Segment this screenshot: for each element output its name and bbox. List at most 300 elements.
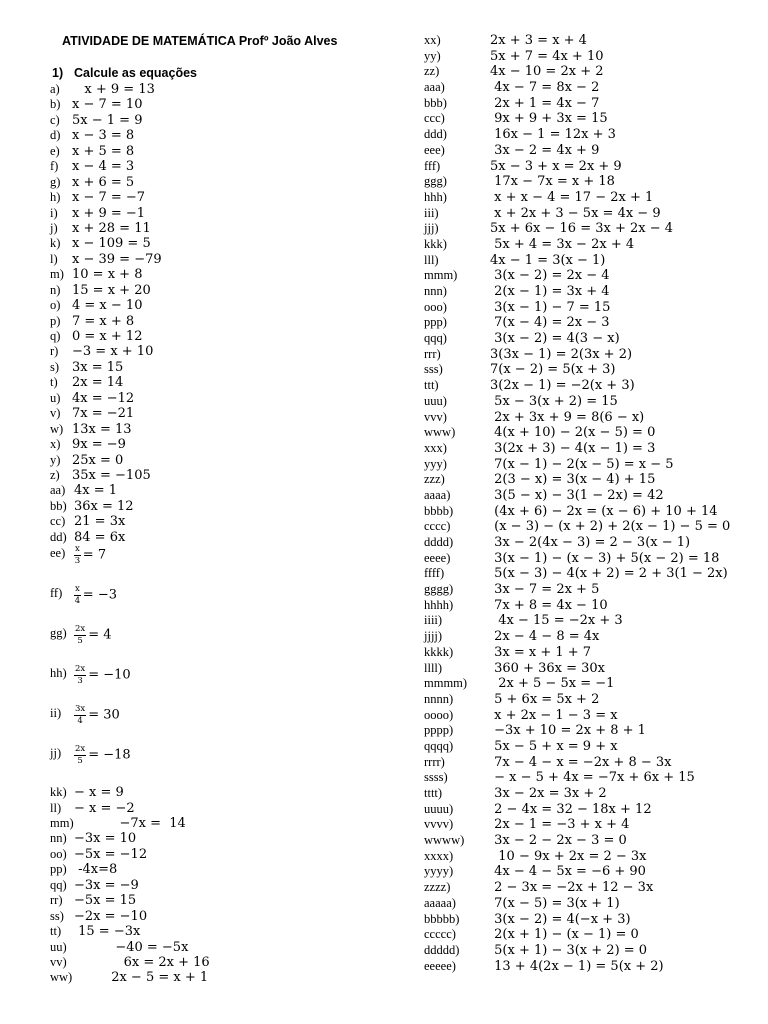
equation-text: x − 39 = −79 [72, 251, 162, 267]
equation-text: −3 = x + 10 [72, 344, 154, 360]
equation-label: mm) [50, 816, 74, 830]
equation-item [50, 190, 380, 205]
equation-text: 3x − 2(4x − 3) = 2 − 3(x − 1) [490, 535, 691, 550]
equation-item [424, 33, 744, 49]
equation-text: 2(3 − x) = 3(x − 4) + 15 [490, 472, 656, 488]
equation-text: 5x + 7 = 4x + 10 [490, 48, 604, 64]
equation-item [50, 801, 380, 816]
equation-item [50, 360, 380, 375]
equation-text: 5x − 5 + x = 9 + x [490, 738, 618, 754]
equation-text: 3(x − 2) = 4(−x + 3) [490, 911, 631, 927]
equation-item [424, 64, 744, 80]
equation-label: qq) [50, 877, 67, 892]
equation-text: 7x − 4 − x = −2x + 8 − 3x [490, 754, 672, 770]
equation-item [424, 159, 744, 175]
equation-label: u) [50, 390, 61, 405]
equation-text: x + 2x + 3 − 5x = 4x − 9 [490, 205, 661, 221]
equation-text: 2x + 3 = x + 4 [490, 33, 587, 48]
equation-label: oooo) [424, 707, 454, 722]
equation-item [50, 785, 380, 800]
equation-text: x + 6 = 5 [72, 174, 135, 190]
equation-label: pppp) [424, 723, 454, 738]
equation-item [424, 331, 744, 347]
equation-label: yyyy) [424, 864, 454, 879]
equation-item [424, 143, 744, 159]
equation-text: 5x − 3 + x = 2x + 9 [490, 158, 622, 174]
equation-label: iii) [424, 205, 439, 220]
equation-label: xx) [424, 33, 441, 47]
equation-label: k) [50, 236, 61, 251]
equation-label: ww) [50, 970, 73, 985]
equation-label: c) [50, 112, 60, 127]
equation-item [50, 924, 380, 939]
equation-item [424, 96, 744, 112]
equation-text: 3(5 − x) − 3(1 − 2x) = 42 [490, 487, 664, 503]
equation-text: 9x = −9 [72, 437, 126, 453]
equation-text: 7x = −21 [72, 406, 135, 422]
equation-item [424, 864, 744, 880]
equation-text: 5(x − 3) − 4(x + 2) = 2 + 3(1 − 2x) [490, 566, 728, 582]
equation-label: ff) [50, 586, 63, 601]
equation-item [50, 344, 380, 359]
equation-text: 7(x − 4) = 2x − 3 [490, 315, 610, 331]
equation-item [424, 755, 744, 771]
equation-text: 3x − 2x = 3x + 2 [490, 786, 607, 801]
equation-label: jj) [50, 746, 62, 761]
equation-label: g) [50, 174, 61, 189]
equation-label: o) [50, 298, 61, 313]
equation-text: 6x = 2x + 16 [74, 954, 210, 970]
equation-text: x + x − 4 = 17 − 2x + 1 [490, 189, 654, 205]
equation-text: 5x + 6x − 16 = 3x + 2x − 4 [490, 221, 674, 237]
equation-label: tttt) [424, 786, 443, 800]
equation-item [50, 831, 380, 846]
equation-label: gg) [50, 626, 67, 641]
equation-text: 7(x − 2) = 5(x + 3) [490, 362, 616, 378]
equation-label: rrrr) [424, 754, 445, 769]
equation-text: 21 = 3x [74, 514, 126, 530]
equation-item [424, 425, 744, 441]
equation-text: 3(x − 2) = 2x − 4 [490, 268, 610, 284]
equation-text: −3x = 10 [74, 831, 137, 847]
fraction-numerator: x [75, 584, 80, 595]
fraction [74, 705, 86, 725]
equation-text: −5x = −12 [74, 846, 148, 862]
equation-label: dd) [50, 529, 67, 544]
equation-label: hhhh) [424, 597, 454, 612]
equation-item [424, 206, 744, 222]
fraction-rhs: = −3 [82, 587, 117, 603]
equation-item [50, 329, 380, 344]
equation-text: 84 = 6x [74, 529, 126, 545]
fraction-denominator: 3 [77, 675, 83, 686]
equation-item [424, 849, 744, 865]
equation-label: hhh) [424, 189, 447, 204]
fraction-equation-item [50, 585, 380, 625]
equation-item [50, 375, 380, 390]
equation-label: xxx) [424, 440, 447, 455]
equation-item [50, 221, 380, 236]
equation-label: yy) [424, 48, 441, 63]
equation-text: 4x − 4 − 5x = −6 + 90 [490, 864, 646, 880]
equation-item [424, 315, 744, 331]
equation-text: 2x − 4 − 8 = 4x [490, 629, 600, 645]
equation-item [50, 483, 380, 498]
equation-text: 3(3x − 1) = 2(3x + 2) [490, 346, 633, 362]
equation-label: n) [50, 282, 61, 297]
equation-text: x − 109 = 5 [72, 236, 151, 252]
equation-label: ccccc) [424, 927, 456, 942]
equation-label: a) [50, 82, 60, 96]
equation-label: m) [50, 267, 64, 282]
fraction-equation-item [50, 705, 380, 745]
equation-item [50, 437, 380, 452]
equation-label: ggg) [424, 174, 447, 189]
equation-item [50, 236, 380, 251]
equation-text: 2x + 3x + 9 = 8(6 − x) [490, 409, 645, 425]
equation-item [424, 645, 744, 661]
fraction-rhs: = −18 [88, 747, 131, 763]
equation-text: −7x = 14 [74, 816, 186, 831]
left-equation-column [50, 82, 380, 986]
equation-item [424, 237, 744, 253]
equation-item [50, 128, 380, 143]
equation-text: 4x − 7 = 8x − 2 [490, 80, 600, 96]
equation-item [50, 391, 380, 406]
equation-item [424, 692, 744, 708]
equation-text: 2x + 1 = 4x − 7 [490, 95, 600, 111]
equation-label: xxxx) [424, 848, 454, 863]
equation-text: 5 + 6x = 5x + 2 [490, 691, 600, 707]
equation-text: 3(2x + 3) − 4(x − 1) = 3 [490, 440, 656, 456]
section-number: 1) [52, 66, 64, 80]
equation-text: 15 = x + 20 [72, 282, 151, 298]
equation-label: f) [50, 159, 59, 174]
equation-text: 2x − 5 = x + 1 [74, 970, 209, 986]
equation-text: 5(x + 1) − 3(x + 2) = 0 [490, 942, 648, 958]
equation-item [50, 955, 380, 970]
equation-label: uuu) [424, 393, 447, 408]
equation-text: (x − 3) − (x + 2) + 2(x − 1) − 5 = 0 [490, 519, 731, 535]
equation-text: 7x + 8 = 4x − 10 [490, 597, 608, 613]
equation-label: i) [50, 205, 58, 220]
fraction-expression [74, 705, 120, 725]
equation-label: ll) [50, 800, 62, 815]
equation-label: eee) [424, 142, 445, 157]
equation-item [50, 878, 380, 893]
equation-label: j) [50, 220, 58, 235]
equation-text: 3x = x + 1 + 7 [490, 644, 592, 660]
equation-item [424, 519, 744, 535]
equation-label: ee) [50, 546, 66, 561]
equation-text: 0 = x + 12 [72, 329, 143, 344]
equation-label: uu) [50, 939, 67, 954]
equation-text: 3x − 7 = 2x + 5 [490, 582, 600, 598]
equation-text: 2 − 3x = −2x + 12 − 3x [490, 880, 654, 896]
fraction [74, 745, 86, 765]
equation-item [50, 530, 380, 545]
equation-item [424, 723, 744, 739]
equation-label: kkkk) [424, 644, 454, 659]
equation-label: y) [50, 452, 61, 467]
equation-label: dddd) [424, 535, 454, 549]
equation-label: pp) [50, 862, 67, 877]
equation-text: −40 = −5x [74, 939, 189, 955]
equation-label: jjj) [424, 221, 439, 236]
equation-item [424, 441, 744, 457]
equation-label: x) [50, 437, 61, 452]
equation-item [424, 959, 744, 975]
equation-item [424, 457, 744, 473]
equation-label: w) [50, 421, 64, 436]
equation-label: vvv) [424, 409, 447, 424]
fraction [74, 585, 81, 605]
equation-text: 2(x + 1) − (x − 1) = 0 [490, 927, 639, 943]
equation-text: −2x = −10 [74, 908, 148, 924]
equation-text: x − 7 = −7 [72, 190, 146, 206]
equation-text: 15 = −3x [74, 924, 141, 940]
equation-label: p) [50, 313, 61, 328]
equation-label: eeeee) [424, 958, 456, 973]
equation-item [424, 582, 744, 598]
equation-label: cccc) [424, 519, 451, 534]
equation-label: www) [424, 425, 456, 440]
equation-text: 2x + 5 − 5x = −1 [490, 676, 615, 692]
equation-text: 9x + 9 + 3x = 15 [490, 111, 608, 127]
equation-text: −5x = 15 [74, 893, 137, 909]
equation-label: ppp) [424, 315, 447, 330]
equation-text: x + 2x − 1 − 3 = x [490, 707, 618, 723]
equation-label: nnn) [424, 284, 447, 298]
equation-text: 13 + 4(2x − 1) = 5(x + 2) [490, 958, 664, 974]
equation-label: ii) [50, 706, 62, 721]
equation-text: 25x = 0 [72, 452, 124, 468]
fraction-expression [74, 625, 112, 645]
equation-text: 3(x − 2) = 4(3 − x) [490, 331, 620, 347]
equation-text: 4 = x − 10 [72, 298, 143, 314]
equation-label: cc) [50, 514, 66, 529]
equation-text: 4(x + 10) − 2(x − 5) = 0 [490, 425, 656, 441]
fraction-expression [74, 585, 117, 605]
equation-item [424, 410, 744, 426]
fraction-rhs: = 4 [88, 627, 112, 643]
equation-item [424, 284, 744, 300]
equation-item [50, 82, 380, 97]
fraction-equation-item [50, 665, 380, 705]
equation-item [424, 566, 744, 582]
equation-item [50, 406, 380, 421]
equation-label: tt) [50, 924, 62, 939]
equation-text: 7(x − 1) − 2(x − 5) = x − 5 [490, 456, 674, 472]
equation-item [424, 629, 744, 645]
equation-item [50, 970, 380, 985]
equation-text: 3x − 2 − 2x − 3 = 0 [490, 833, 627, 849]
equation-item [50, 940, 380, 955]
equation-label: q) [50, 329, 61, 343]
equation-text: 360 + 36x = 30x [490, 660, 606, 676]
right-equation-column [424, 33, 744, 974]
equation-item [424, 80, 744, 96]
equation-text: -4x=8 [74, 862, 118, 878]
equation-text: x + 9 = 13 [72, 82, 155, 97]
equation-item [424, 598, 744, 614]
equation-item [50, 453, 380, 468]
fraction-numerator: 3x [75, 704, 86, 715]
equation-label: vv) [50, 954, 67, 969]
equation-text: 3x = 15 [72, 359, 124, 375]
equation-text: 4x = −12 [72, 390, 135, 406]
equation-item [424, 661, 744, 677]
equation-label: uuuu) [424, 801, 454, 816]
equation-label: qqqq) [424, 738, 454, 753]
equation-item [50, 144, 380, 159]
equation-text: − x − 5 + 4x = −7x + 6x + 15 [490, 770, 695, 786]
equation-item [50, 816, 380, 831]
fraction-equation-item [50, 545, 380, 585]
fraction-denominator: 4 [74, 595, 81, 606]
fraction-denominator: 3 [74, 555, 81, 566]
equation-label: ffff) [424, 566, 445, 581]
equation-label: mmmm) [424, 676, 468, 691]
equation-text: 3(x − 1) − 7 = 15 [490, 299, 611, 315]
equation-label: jjjj) [424, 629, 443, 644]
equation-text: −3x = −9 [74, 877, 139, 893]
equation-label: fff) [424, 158, 441, 173]
equation-text: 16x − 1 = 12x + 3 [490, 127, 616, 143]
equation-label: zzzz) [424, 880, 451, 895]
equation-label: aaaa) [424, 487, 451, 502]
equation-label: zzz) [424, 472, 445, 487]
equation-text: 2(x − 1) = 3x + 4 [490, 284, 610, 299]
equation-label: ss) [50, 908, 64, 923]
equation-item [424, 362, 744, 378]
equation-label: hh) [50, 666, 67, 681]
equation-text: x − 3 = 8 [72, 128, 135, 144]
equation-label: lll) [424, 252, 439, 267]
equation-label: vvvv) [424, 817, 454, 832]
equation-text: 5x − 3(x + 2) = 15 [490, 393, 618, 409]
equation-text: − x = 9 [74, 785, 124, 801]
equation-item [424, 174, 744, 190]
equation-item [50, 159, 380, 174]
equation-text: 36x = 12 [74, 498, 134, 514]
equation-item [424, 49, 744, 65]
equation-text: 17x − 7x = x + 18 [490, 174, 615, 190]
equation-text: 7(x − 5) = 3(x + 1) [490, 895, 620, 911]
equation-item [424, 190, 744, 206]
equation-item [50, 893, 380, 908]
fraction-expression [74, 545, 106, 565]
equation-item [424, 535, 744, 551]
equation-item [424, 394, 744, 410]
equation-label: l) [50, 251, 58, 266]
section-label: Calcule as equações [74, 66, 197, 80]
equation-text: 2 − 4x = 32 − 18x + 12 [490, 801, 652, 817]
equation-text: 2x = 14 [72, 375, 124, 391]
equation-item [50, 468, 380, 483]
equation-label: llll) [424, 660, 443, 675]
equation-item [424, 504, 744, 520]
equation-text: x + 9 = −1 [72, 205, 146, 221]
equation-text: 3(2x − 1) = −2(x + 3) [490, 378, 635, 394]
fraction-numerator: 2x [75, 664, 86, 675]
equation-item [50, 97, 380, 112]
fraction-numerator: 2x [75, 624, 86, 635]
equation-label: qqq) [424, 331, 447, 346]
equation-label: b) [50, 97, 61, 112]
equation-item [424, 943, 744, 959]
equation-item [424, 739, 744, 755]
equation-item [424, 221, 744, 237]
equation-item [50, 514, 380, 529]
equation-text: 5x + 4 = 3x − 2x + 4 [490, 236, 635, 252]
equation-label: ddddd) [424, 942, 460, 957]
equation-item [50, 298, 380, 313]
equation-item [424, 300, 744, 316]
equation-item [424, 912, 744, 928]
fraction-rhs: = 30 [88, 707, 120, 723]
equation-label: d) [50, 128, 61, 143]
equation-item [424, 802, 744, 818]
equation-label: s) [50, 359, 60, 374]
equation-label: aaaaa) [424, 895, 456, 910]
equation-item [424, 880, 744, 896]
equation-item [424, 833, 744, 849]
equation-text: 7 = x + 8 [72, 313, 135, 329]
equation-text: x − 4 = 3 [72, 159, 135, 175]
fraction-expression [74, 665, 131, 685]
equation-item [424, 613, 744, 629]
equation-item [424, 347, 744, 363]
equation-item [424, 472, 744, 488]
equation-item [424, 111, 744, 127]
equation-label: eeee) [424, 550, 451, 565]
equation-item [424, 708, 744, 724]
equation-text: 3(x − 1) − (x − 3) + 5(x − 2) = 18 [490, 550, 720, 566]
equation-label: e) [50, 143, 60, 158]
equation-item [50, 862, 380, 877]
equation-item [424, 488, 744, 504]
equation-item [424, 770, 744, 786]
equation-text: −3x + 10 = 2x + 8 + 1 [490, 723, 646, 739]
equation-item [424, 786, 744, 802]
equation-item [50, 422, 380, 437]
equation-label: bbb) [424, 95, 447, 110]
equation-text: 2x − 1 = −3 + x + 4 [490, 817, 630, 833]
equation-label: rrr) [424, 346, 441, 361]
equation-label: oo) [50, 846, 67, 861]
equation-text: 4x − 10 = 2x + 2 [490, 64, 604, 80]
equation-label: r) [50, 344, 59, 359]
equation-label: kk) [50, 785, 67, 800]
equation-text: x − 7 = 10 [72, 97, 143, 113]
equation-item [50, 267, 380, 282]
fraction-denominator: 5 [77, 755, 83, 766]
equation-item [50, 909, 380, 924]
equation-label: mmm) [424, 268, 458, 283]
equation-text: 4x − 1 = 3(x − 1) [490, 252, 606, 268]
equation-label: v) [50, 406, 61, 421]
equation-text: 10 = x + 8 [72, 267, 143, 283]
equation-label: aaa) [424, 80, 445, 95]
equation-label: ddd) [424, 127, 447, 142]
equation-item [424, 268, 744, 284]
equation-label: ssss) [424, 770, 448, 785]
equation-item [50, 252, 380, 267]
equation-label: nn) [50, 831, 67, 846]
equation-label: nnnn) [424, 691, 454, 706]
equation-label: h) [50, 190, 61, 205]
